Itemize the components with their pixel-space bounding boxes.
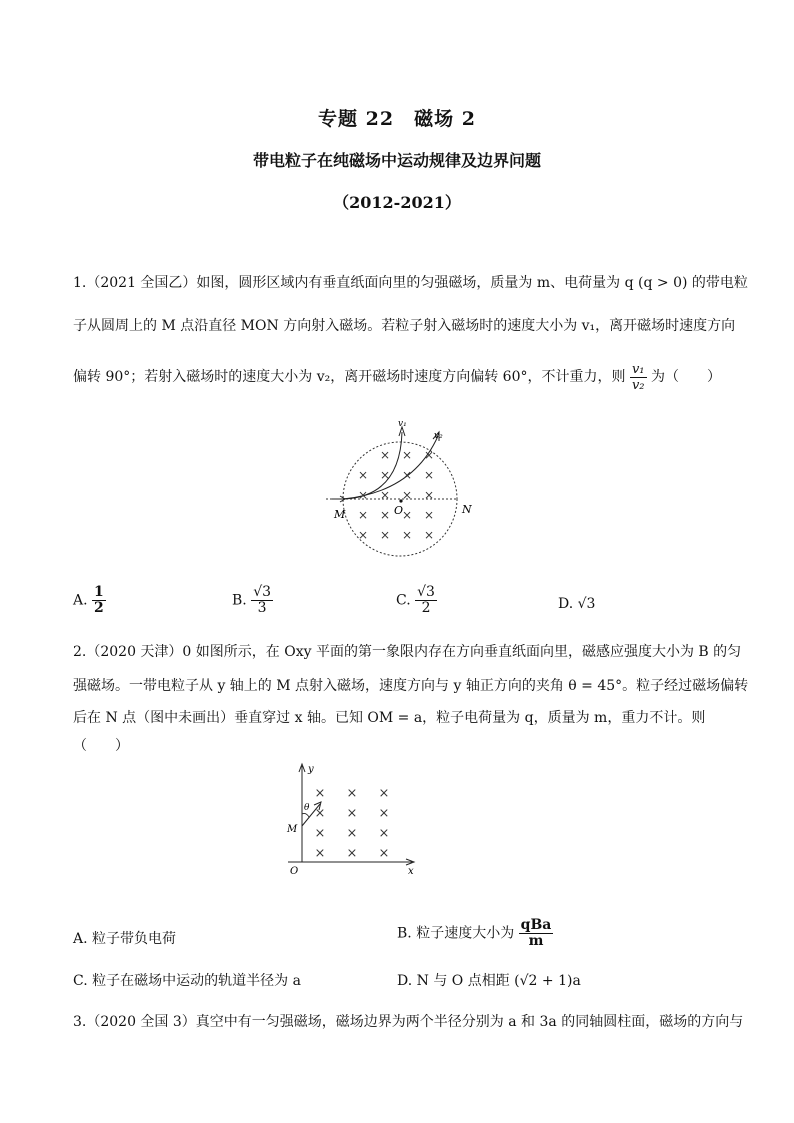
q1-option-a-denominator: 2: [94, 600, 104, 616]
q1-option-d-label: D.: [558, 596, 574, 612]
q1-option-a-numerator: 1: [94, 584, 104, 600]
q1-ratio-denominator: v₂: [631, 377, 645, 393]
q2-option-d[interactable]: D. N 与 O 点相距 (√2 + 1)a: [397, 973, 581, 989]
q1-option-d-value: √3: [577, 596, 596, 612]
q1-option-a[interactable]: [73, 585, 106, 616]
page-years: （2012-2021）: [333, 193, 461, 212]
field-cross: ×: [378, 826, 390, 841]
field-cross: ×: [379, 468, 391, 482]
q2-option-b[interactable]: [397, 918, 553, 949]
field-cross: ×: [357, 468, 369, 482]
q1-label-v2: v₂: [434, 431, 443, 441]
q1-label-m: M: [334, 508, 346, 521]
field-cross: ×: [346, 806, 358, 821]
q1-line-3-end: 为（ ）: [650, 369, 721, 385]
field-cross: ×: [379, 448, 391, 462]
q2-line-3: 后在 N 点（图中未画出）垂直穿过 x 轴。已知 OM = a，粒子电荷量为 q，质量为 m，重力不计。则: [73, 710, 706, 726]
field-cross: ×: [379, 528, 391, 542]
q1-option-c[interactable]: [396, 585, 437, 616]
field-cross: ×: [423, 508, 435, 522]
q2-option-b-denominator: m: [528, 933, 544, 949]
q1-field-crosses: [358, 448, 434, 542]
page-subtitle: 带电粒子在纯磁场中运动规律及边界问题: [252, 151, 541, 170]
q3-line-1: 3.（2020 全国 3）真空中有一匀强磁场，磁场边界为两个半径分别为 a 和 3a 的同轴圆柱面，磁场的方向与: [73, 1014, 744, 1030]
q1-line-3-text: 偏转 90°；若射入磁场时的速度大小为 v₂，离开磁场时速度方向偏转 60°，不计重力，则: [73, 369, 626, 385]
q2-option-b-fraction: [519, 918, 554, 949]
q1-option-b-label: B.: [232, 592, 247, 609]
field-cross: ×: [401, 528, 413, 542]
q1-option-c-numerator: √3: [417, 584, 435, 600]
field-cross: ×: [314, 846, 326, 861]
q2-label-y: y: [308, 764, 314, 775]
q1-line-1: 1.（2021 全国乙）如图，圆形区域内有垂直纸面向里的匀强磁场，质量为 m、电荷量为 q (q > 0) 的带电粒: [73, 275, 748, 291]
q1-option-a-value: [92, 585, 106, 616]
q2-option-b-numerator: qBa: [520, 917, 552, 933]
q1-ratio-numerator: v₁: [631, 361, 645, 377]
q1-option-c-label: C.: [396, 592, 411, 609]
q2-label-o: O: [290, 866, 299, 877]
q1-label-n: N: [462, 503, 472, 516]
field-cross: ×: [401, 488, 413, 502]
q2-option-b-label: B. 粒子速度大小为: [397, 925, 515, 942]
page-title: 专题 22 磁场 2: [318, 108, 476, 130]
q2-field-crosses: [315, 786, 390, 861]
field-cross: ×: [378, 786, 390, 801]
q1-ratio-fraction: [630, 362, 647, 393]
field-cross: ×: [346, 846, 358, 861]
field-cross: ×: [401, 508, 413, 522]
q1-label-v1: v₁: [398, 419, 407, 429]
field-cross: ×: [423, 488, 435, 502]
q2-option-a[interactable]: A. 粒子带负电荷: [73, 931, 177, 947]
field-cross: ×: [346, 786, 358, 801]
field-cross: ×: [378, 806, 390, 821]
q2-figure: [282, 760, 422, 880]
q1-figure: [318, 412, 478, 568]
field-cross: ×: [357, 488, 369, 502]
q2-option-c[interactable]: C. 粒子在磁场中运动的轨道半径为 a: [73, 973, 301, 989]
field-cross: ×: [423, 468, 435, 482]
field-cross: ×: [378, 846, 390, 861]
field-cross: ×: [314, 786, 326, 801]
q1-option-a-label: A.: [73, 592, 88, 609]
q2-label-theta: θ: [304, 803, 310, 813]
q2-label-x: x: [408, 866, 414, 877]
q1-option-b[interactable]: [232, 585, 273, 616]
q2-angle-arc: [302, 813, 309, 817]
field-cross: ×: [423, 528, 435, 542]
q1-option-b-denominator: 3: [257, 600, 267, 616]
field-cross: ×: [379, 508, 391, 522]
q1-option-d[interactable]: [558, 596, 595, 612]
field-cross: ×: [401, 468, 413, 482]
field-cross: ×: [314, 826, 326, 841]
q1-option-c-value: [415, 585, 437, 616]
field-cross: ×: [346, 826, 358, 841]
q2-line-4: （ ）: [73, 738, 129, 754]
q1-option-b-value: [251, 585, 273, 616]
field-cross: ×: [401, 448, 413, 462]
q1-option-c-denominator: 2: [421, 600, 431, 616]
field-cross: ×: [379, 488, 391, 502]
field-cross: ×: [423, 448, 435, 462]
q2-line-1: 2.（2020 天津）0 如图所示，在 Oxy 平面的第一象限内存在方向垂直纸面向里，磁感应强度大小为 B 的匀: [73, 644, 742, 660]
field-cross: ×: [357, 528, 369, 542]
q2-label-m: M: [287, 824, 298, 835]
q1-line-2: 子从圆周上的 M 点沿直径 MON 方向射入磁场。若粒子射入磁场时的速度大小为 v₁，离开磁场时速度方向: [73, 318, 736, 334]
field-cross: ×: [357, 508, 369, 522]
q1-line-3: [73, 360, 723, 394]
q1-option-b-numerator: √3: [253, 584, 272, 600]
q1-label-o: O: [394, 504, 404, 517]
field-cross: ×: [314, 806, 326, 821]
q2-line-2: 强磁场。一带电粒子从 y 轴上的 M 点射入磁场，速度方向与 y 轴正方向的夹角 θ = 45°。粒子经过磁场偏转: [73, 678, 749, 694]
